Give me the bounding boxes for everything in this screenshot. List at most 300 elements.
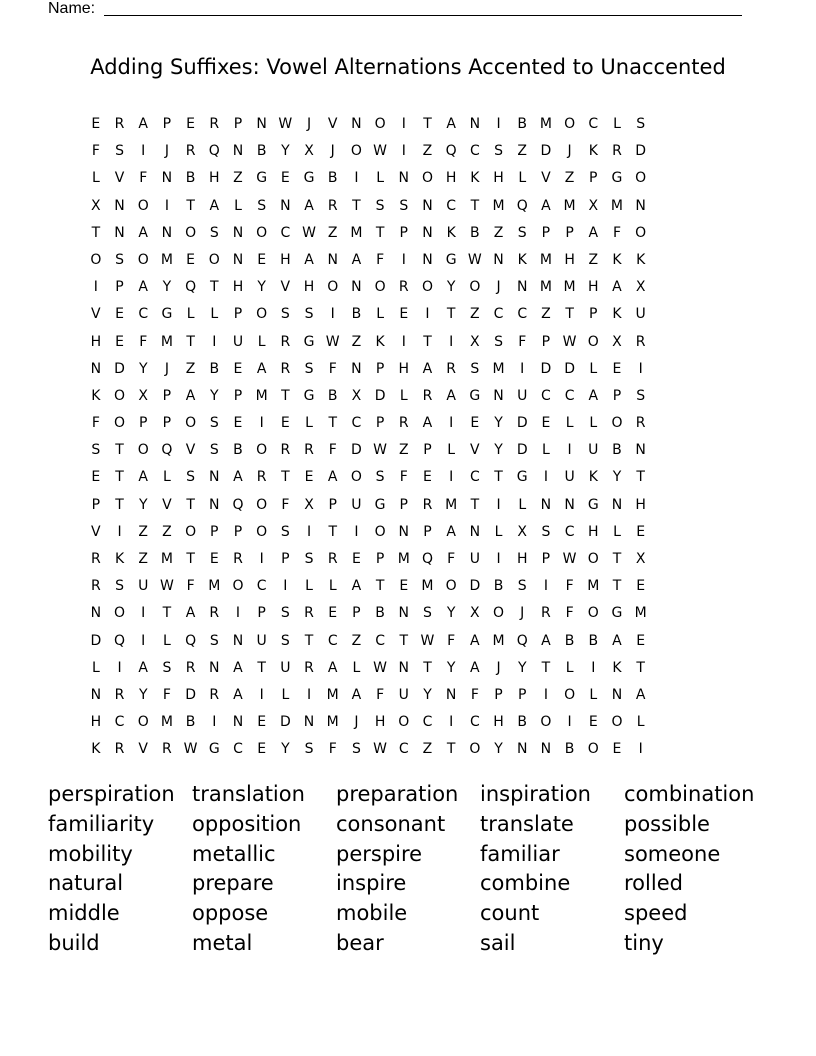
grid-letter: M — [634, 605, 647, 622]
grid-letter: L — [518, 496, 527, 513]
word-item: metallic — [192, 841, 276, 866]
grid-letter: D — [635, 143, 647, 160]
grid-letter: C — [280, 224, 291, 241]
grid-letter: Q — [516, 632, 528, 649]
grid-letter: N — [611, 686, 623, 703]
grid-letter: C — [469, 469, 480, 486]
grid-letter: G — [611, 170, 623, 187]
grid-letter: A — [185, 387, 196, 404]
grid-letter: G — [611, 605, 623, 622]
grid-letter: W — [420, 632, 435, 649]
grid-letter: I — [591, 659, 596, 676]
grid-letter: Y — [446, 605, 456, 622]
grid-letter: U — [351, 496, 362, 513]
grid-letter: E — [612, 360, 622, 377]
grid-letter: N — [351, 279, 362, 296]
word-item: familiar — [480, 841, 560, 866]
grid-letter: O — [327, 279, 339, 296]
grid-letter: K — [446, 224, 456, 241]
grid-letter: F — [612, 224, 621, 241]
grid-letter: R — [398, 279, 409, 296]
grid-letter: L — [163, 469, 171, 486]
grid-row — [84, 196, 653, 223]
grid-letter: O — [374, 523, 386, 540]
grid-letter: D — [279, 714, 291, 731]
grid-letter: N — [540, 496, 552, 513]
grid-letter: P — [375, 415, 385, 432]
grid-letter: X — [612, 333, 622, 350]
grid-letter: Y — [162, 279, 172, 296]
grid-letter: V — [280, 279, 291, 296]
grid-letter: I — [164, 197, 169, 214]
grid-letter: N — [280, 197, 291, 214]
grid-letter: H — [564, 251, 575, 268]
grid-letter: A — [351, 686, 362, 703]
grid-letter: V — [327, 116, 338, 132]
grid-letter: T — [210, 279, 219, 296]
word-row — [48, 899, 768, 929]
grid-letter: C — [469, 143, 480, 160]
grid-letter: Y — [446, 659, 456, 676]
grid-letter: P — [352, 605, 361, 622]
grid-letter: L — [589, 686, 598, 703]
grid-letter: Y — [612, 469, 622, 486]
grid-letter: A — [422, 360, 433, 377]
grid-letter: D — [516, 442, 528, 459]
grid-letter: H — [493, 170, 504, 187]
grid-letter: O — [114, 415, 126, 432]
grid-letter: T — [636, 469, 645, 486]
grid-letter: O — [421, 170, 433, 187]
grid-letter: T — [115, 469, 124, 486]
grid-letter: D — [185, 686, 196, 703]
grid-letter: F — [328, 741, 337, 758]
grid-letter: S — [115, 143, 124, 160]
grid-letter: P — [328, 496, 337, 513]
grid-letter: M — [208, 578, 221, 595]
grid-letter: N — [209, 469, 220, 486]
grid-letter: T — [399, 632, 409, 649]
grid-letter: I — [306, 686, 312, 703]
grid-letter: B — [564, 632, 575, 649]
grid-letter: O — [232, 578, 244, 595]
grid-letter: I — [141, 605, 146, 622]
grid-letter: T — [186, 333, 195, 350]
grid-letter: O — [635, 224, 647, 241]
grid-letter: Z — [138, 523, 149, 540]
grid-letter: N — [232, 251, 244, 268]
grid-letter: O — [350, 143, 362, 160]
grid-letter: Z — [517, 143, 528, 160]
grid-letter: N — [422, 197, 433, 214]
grid-letter: S — [304, 360, 314, 377]
grid-letter: O — [185, 415, 197, 432]
grid-letter: T — [186, 496, 195, 513]
grid-letter: R — [422, 387, 433, 404]
word-item: oppose — [192, 901, 269, 926]
grid-letter: Z — [138, 551, 149, 567]
grid-letter: Y — [517, 659, 527, 676]
grid-letter: C — [588, 116, 599, 132]
grid-letter: B — [470, 224, 480, 241]
grid-letter: A — [138, 469, 148, 486]
grid-letter: Y — [138, 360, 148, 377]
grid-letter: T — [257, 659, 266, 676]
grid-letter: N — [611, 496, 623, 513]
grid-letter: R — [280, 360, 291, 377]
grid-letter: V — [162, 496, 172, 513]
grid-letter: A — [233, 686, 243, 703]
grid-letter: L — [163, 632, 171, 649]
grid-letter: S — [423, 605, 432, 622]
word-item: natural — [48, 871, 124, 896]
grid-letter: O — [540, 714, 552, 731]
grid-row — [84, 413, 653, 440]
grid-letter: T — [115, 496, 124, 513]
grid-letter: G — [587, 496, 599, 513]
grid-letter: R — [327, 551, 338, 567]
grid-letter: U — [280, 659, 291, 676]
grid-row — [84, 631, 653, 658]
word-item: combine — [480, 871, 571, 896]
grid-letter: K — [612, 306, 622, 323]
grid-letter: M — [539, 279, 552, 296]
grid-letter: L — [565, 659, 574, 676]
grid-letter: J — [567, 143, 572, 160]
grid-letter: E — [115, 333, 124, 350]
grid-letter: E — [233, 415, 243, 432]
grid-letter: A — [138, 279, 148, 296]
grid-letter: W — [278, 116, 293, 132]
grid-letter: E — [636, 578, 646, 595]
grid-letter: I — [235, 605, 241, 622]
grid-letter: W — [562, 333, 577, 350]
grid-letter: T — [375, 224, 385, 241]
grid-letter: F — [162, 686, 171, 703]
grid-letter: C — [564, 523, 575, 540]
grid-letter: R — [209, 686, 220, 703]
grid-letter: A — [304, 197, 314, 214]
grid-letter: U — [232, 333, 244, 350]
grid-letter: E — [257, 741, 267, 758]
grid-letter: G — [303, 170, 315, 187]
grid-letter: P — [541, 224, 551, 241]
grid-letter: N — [516, 279, 528, 296]
grid-letter: T — [328, 523, 337, 540]
grid-letter: N — [469, 523, 481, 540]
grid-letter: L — [281, 686, 290, 703]
grid-letter: E — [541, 415, 551, 432]
grid-letter: A — [422, 415, 433, 432]
grid-letter: J — [354, 714, 359, 731]
grid-letter: E — [328, 605, 338, 622]
grid-letter: P — [399, 496, 408, 513]
grid-letter: E — [91, 469, 101, 486]
grid-letter: P — [233, 387, 243, 404]
grid-letter: F — [518, 333, 527, 350]
grid-letter: R — [185, 659, 196, 676]
grid-letter: E — [91, 116, 101, 132]
grid-letter: O — [611, 415, 623, 432]
grid-letter: N — [209, 659, 220, 676]
word-item: rolled — [624, 871, 683, 896]
grid-letter: P — [115, 279, 124, 296]
grid-letter: R — [635, 415, 646, 432]
grid-letter: S — [494, 333, 503, 350]
word-item: metal — [192, 930, 253, 955]
grid-letter: L — [376, 306, 384, 323]
grid-letter: P — [375, 360, 385, 377]
grid-letter: F — [139, 333, 148, 350]
grid-row — [84, 359, 653, 386]
grid-letter: X — [91, 197, 101, 214]
grid-letter: C — [256, 578, 267, 595]
grid-letter: Q — [185, 279, 197, 296]
grid-letter: G — [374, 496, 386, 513]
grid-letter: A — [256, 360, 267, 377]
word-item: build — [48, 930, 100, 955]
grid-letter: I — [543, 578, 548, 595]
grid-letter: T — [423, 116, 432, 132]
grid-letter: M — [255, 387, 268, 404]
grid-letter: M — [160, 714, 173, 731]
grid-letter: N — [232, 224, 244, 241]
grid-letter: N — [232, 143, 244, 160]
grid-letter: Y — [138, 686, 148, 703]
grid-letter: D — [540, 360, 552, 377]
grid-letter: Z — [493, 224, 504, 241]
grid-letter: Z — [233, 170, 243, 187]
grid-letter: O — [208, 251, 220, 268]
grid-letter: K — [612, 659, 622, 676]
grid-letter: N — [232, 632, 244, 649]
grid-letter: M — [492, 360, 505, 377]
grid-letter: M — [421, 578, 434, 595]
grid-letter: I — [117, 659, 122, 676]
grid-letter: N — [635, 442, 646, 459]
word-item: mobile — [336, 901, 408, 926]
grid-letter: U — [588, 442, 599, 459]
grid-letter: O — [185, 224, 197, 241]
grid-letter: N — [161, 170, 173, 187]
grid-letter: W — [562, 551, 577, 567]
grid-letter: S — [399, 197, 409, 214]
grid-letter: P — [517, 686, 527, 703]
grid-letter: B — [185, 170, 196, 187]
grid-letter: P — [233, 523, 243, 540]
grid-letter: W — [373, 442, 388, 459]
grid-letter: A — [541, 632, 551, 649]
grid-letter: N — [540, 741, 552, 758]
grid-letter: U — [256, 632, 267, 649]
grid-row — [84, 712, 653, 739]
grid-letter: D — [540, 143, 552, 160]
grid-letter: D — [90, 632, 102, 649]
grid-letter: L — [447, 442, 456, 459]
grid-letter: I — [543, 686, 548, 703]
grid-letter: J — [496, 279, 501, 296]
grid-letter: Q — [421, 551, 433, 567]
grid-row — [84, 576, 653, 603]
grid-letter: I — [401, 251, 406, 268]
grid-letter: O — [587, 551, 599, 567]
grid-letter: Y — [494, 741, 503, 758]
grid-letter: Z — [422, 741, 433, 758]
grid-letter: D — [469, 578, 481, 595]
grid-letter: S — [304, 741, 314, 758]
grid-letter: E — [209, 551, 219, 567]
grid-letter: X — [588, 197, 599, 214]
letter-grid — [84, 114, 653, 767]
grid-letter: U — [564, 469, 575, 486]
grid-letter: N — [469, 116, 481, 132]
grid-letter: O — [374, 116, 386, 132]
grid-letter: O — [114, 605, 126, 622]
grid-letter: T — [186, 197, 195, 214]
grid-letter: C — [446, 197, 457, 214]
grid-letter: X — [470, 605, 480, 622]
grid-letter: M — [492, 632, 505, 649]
grid-letter: I — [259, 551, 264, 567]
grid-letter: I — [401, 143, 406, 160]
grid-letter: C — [398, 741, 409, 758]
grid-letter: I — [401, 116, 406, 132]
grid-letter: F — [565, 605, 574, 622]
grid-letter: P — [423, 523, 432, 540]
grid-letter: H — [398, 360, 410, 377]
grid-letter: B — [517, 714, 528, 731]
grid-letter: I — [449, 714, 454, 731]
grid-letter: R — [233, 551, 243, 567]
grid-letter: A — [327, 659, 338, 676]
grid-letter: L — [328, 578, 337, 595]
grid-letter: R — [185, 143, 196, 160]
grid-letter: Q — [516, 197, 528, 214]
grid-letter: E — [304, 469, 314, 486]
grid-letter: I — [212, 333, 217, 350]
grid-letter: I — [520, 360, 525, 377]
grid-letter: J — [496, 659, 501, 676]
grid-letter: I — [354, 170, 359, 187]
word-row — [48, 929, 768, 959]
grid-letter: P — [612, 387, 622, 404]
grid-letter: H — [209, 170, 220, 187]
grid-letter: K — [470, 170, 480, 187]
grid-letter: T — [304, 632, 314, 649]
word-item: perspiration — [48, 782, 175, 806]
grid-letter: R — [90, 551, 101, 567]
grid-letter: R — [90, 578, 101, 595]
grid-letter: L — [399, 387, 408, 404]
grid-letter: I — [638, 741, 643, 758]
grid-letter: I — [567, 714, 572, 731]
grid-letter: M — [397, 551, 410, 567]
grid-letter: E — [588, 714, 598, 731]
grid-letter: X — [351, 387, 362, 404]
grid-letter: I — [425, 306, 430, 323]
grid-letter: D — [351, 442, 362, 459]
grid-letter: C — [564, 387, 575, 404]
grid-letter: S — [304, 551, 314, 567]
grid-letter: B — [517, 116, 528, 132]
grid-letter: G — [208, 741, 220, 758]
grid-letter: I — [283, 578, 288, 595]
grid-letter: Z — [162, 523, 172, 540]
grid-letter: P — [233, 306, 243, 323]
grid-letter: I — [449, 333, 454, 350]
word-item: possible — [624, 811, 710, 836]
grid-letter: N — [90, 360, 102, 377]
grid-letter: Z — [398, 442, 409, 459]
grid-letter: N — [422, 224, 433, 241]
grid-letter: R — [114, 116, 125, 132]
grid-letter: L — [186, 306, 195, 323]
grid-letter: N — [351, 360, 362, 377]
grid-letter: Z — [185, 360, 196, 377]
grid-letter: U — [398, 686, 409, 703]
grid-letter: S — [162, 659, 172, 676]
grid-letter: U — [635, 306, 646, 323]
grid-letter: I — [401, 333, 406, 350]
grid-letter: R — [304, 442, 314, 459]
grid-letter: O — [114, 387, 126, 404]
grid-letter: W — [373, 659, 388, 676]
grid-letter: W — [325, 333, 340, 350]
grid-letter: S — [91, 442, 101, 459]
grid-letter: P — [162, 387, 172, 404]
grid-letter: Y — [494, 442, 503, 459]
grid-row — [84, 114, 653, 141]
grid-letter: W — [373, 741, 388, 758]
grid-letter: J — [164, 360, 169, 377]
grid-letter: L — [613, 116, 621, 132]
grid-letter: A — [635, 686, 646, 703]
grid-letter: R — [280, 333, 291, 350]
grid-letter: K — [114, 551, 125, 567]
grid-letter: X — [635, 551, 646, 567]
grid-letter: K — [588, 469, 598, 486]
grid-letter: P — [589, 306, 598, 323]
grid-letter: G — [469, 387, 481, 404]
grid-letter: C — [469, 714, 480, 731]
grid-row — [84, 386, 653, 413]
grid-letter: H — [445, 170, 457, 187]
grid-letter: K — [517, 251, 527, 268]
grid-letter: P — [210, 523, 219, 540]
grid-row — [84, 685, 653, 712]
word-item: combination — [624, 782, 755, 806]
grid-letter: D — [114, 360, 125, 377]
grid-letter: F — [328, 360, 337, 377]
grid-letter: H — [588, 523, 599, 540]
grid-letter: Z — [351, 333, 362, 350]
grid-letter: A — [138, 659, 148, 676]
grid-letter: S — [115, 578, 124, 595]
grid-letter: C — [541, 387, 551, 404]
grid-letter: R — [541, 605, 551, 622]
grid-letter: K — [91, 741, 101, 758]
grid-letter: O — [256, 523, 268, 540]
word-item: inspiration — [480, 782, 591, 806]
grid-letter: O — [350, 469, 362, 486]
grid-letter: P — [257, 605, 266, 622]
word-row — [48, 869, 768, 899]
grid-letter: N — [422, 251, 433, 268]
grid-letter: P — [541, 551, 551, 567]
grid-letter: P — [162, 116, 172, 132]
grid-letter: A — [233, 659, 243, 676]
grid-letter: P — [494, 686, 503, 703]
